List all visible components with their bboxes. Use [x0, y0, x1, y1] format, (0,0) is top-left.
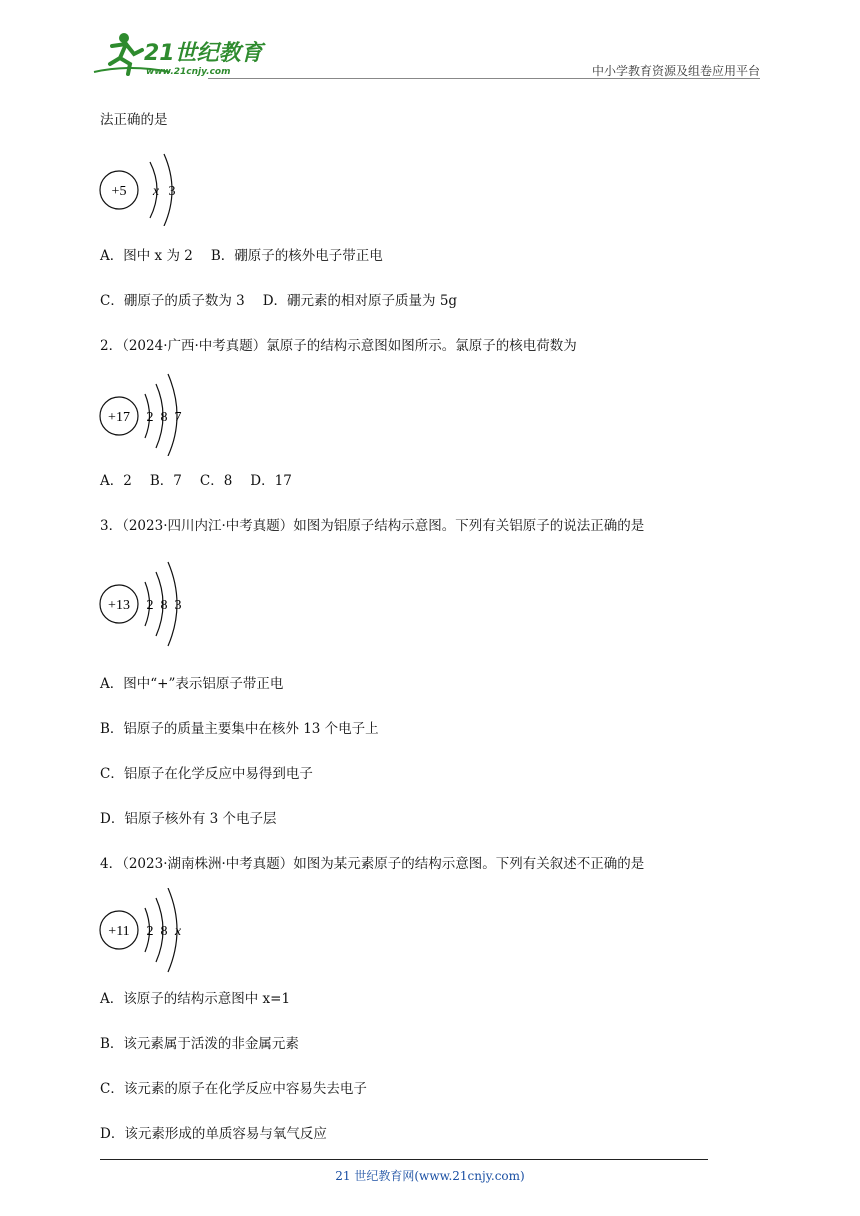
nucleus-label: +13	[108, 598, 130, 613]
shell-3-electrons: 7	[174, 410, 182, 425]
site-logo	[90, 28, 270, 80]
q3-option-c[interactable]: C．铝原子在化学反应中易得到电子	[100, 766, 313, 782]
q1-option-b[interactable]: B．硼原子的核外电子带正电	[210, 248, 383, 264]
nucleus-label: +5	[111, 184, 127, 199]
q1-option-a[interactable]: A．图中 x 为 2	[100, 248, 193, 264]
q3-option-d[interactable]: D．铝原子核外有 3 个电子层	[100, 811, 277, 827]
nucleus-label: +17	[108, 410, 130, 425]
q2-stem: 2．（2024·广西·中考真题）氯原子的结构示意图如图所示。氯原子的核电荷数为	[100, 338, 577, 354]
footer-link[interactable]: 21 世纪教育网(www.21cnjy.com)	[335, 1169, 525, 1183]
shell-2-electrons: 8	[160, 598, 168, 613]
q4-option-c[interactable]: C．该元素的原子在化学反应中容易失去电子	[100, 1081, 367, 1097]
shell-3-electrons: 3	[174, 598, 182, 613]
q2-atom-diagram	[98, 372, 208, 456]
q1-atom-diagram	[98, 150, 208, 226]
shell-1-electrons: 2	[146, 598, 154, 613]
q4-option-b[interactable]: B．该元素属于活泼的非金属元素	[100, 1036, 299, 1052]
shell-2-electrons: 8	[160, 410, 168, 425]
q4-atom-diagram	[98, 888, 208, 974]
q3-stem: 3．（2023·四川内江·中考真题）如图为铝原子结构示意图。下列有关铝原子的说法正确的是	[100, 518, 645, 534]
q2-option-a[interactable]: A．2	[100, 473, 132, 489]
q4-stem: 4．（2023·湖南株洲·中考真题）如图为某元素原子的结构示意图。下列有关叙述不正确的是	[100, 856, 645, 872]
shell-2-electrons: 8	[160, 924, 168, 939]
q1-option-c[interactable]: C．硼原子的质子数为 3	[100, 293, 245, 309]
shell-1-electrons: 2	[146, 410, 154, 425]
q3-option-a[interactable]: A．图中“+”表示铝原子带正电	[100, 676, 284, 692]
q1-options-row-1	[100, 247, 383, 265]
q2-option-d[interactable]: D．17	[250, 473, 292, 489]
q1-stem-tail: 法正确的是	[100, 112, 168, 128]
logo-url: www.21cnjy.com	[146, 67, 231, 77]
q3-atom-diagram	[98, 560, 208, 650]
header-title: 中小学教育资源及组卷应用平台	[591, 64, 760, 78]
shell-1-electrons: 2	[146, 924, 154, 939]
shell-1-electrons: x	[152, 184, 160, 199]
nucleus-label: +11	[108, 924, 130, 939]
header-divider	[208, 78, 760, 79]
shell-3-electrons: x	[174, 924, 182, 939]
shell-2-electrons: 3	[168, 184, 176, 199]
q2-options-row	[100, 472, 292, 490]
q1-options-row-2	[100, 292, 457, 310]
q1-option-d[interactable]: D．硼元素的相对原子质量为 5g	[262, 293, 458, 309]
logo-text: 21世纪教育	[144, 41, 263, 66]
q4-option-d[interactable]: D．该元素形成的单质容易与氧气反应	[100, 1126, 327, 1142]
q3-option-b[interactable]: B．铝原子的质量主要集中在核外 13 个电子上	[100, 721, 379, 737]
q2-option-c[interactable]: C．8	[199, 473, 233, 489]
page-header	[90, 28, 760, 80]
footer-divider	[100, 1159, 708, 1160]
q4-option-a[interactable]: A．该原子的结构示意图中 x=1	[100, 991, 291, 1007]
q2-option-b[interactable]: B．7	[149, 473, 182, 489]
